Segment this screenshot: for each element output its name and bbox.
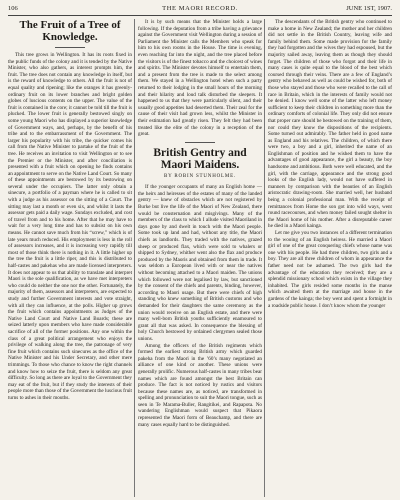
article-paragraph: If the younger occupants of many an English home — the heirs and heiresses of the estates of many of the landed gentry — knew of obstacles which are not registered by Burke but live the life of the Maori of New Zealand, there would be consternation and misgivings. Many of the members of the class to which I allude visited Maoriland in days gone by and dwelt in touch with the Maori people. Some took up land and had, without any title, the Maori chiefs as landlords. They traded with the natives, grazed sheep or produced flax, which were sold to whalers or shipped to Sydney, whither went also the flax and produce produced by the Maoris and obtained from them in trade. It was seldom a European lived with or near the natives without becoming attached to a Maori maiden. The unions which followed were not legalised by law, but sanctioned by the consent of the chiefs and parents, binding, however, according to Maori usage. But there were chiefs of high standing who knew something of British customs and who demanded for their daughters the same ceremony as the union would receive on an English estate, and there were many well-born British youths sufficiently enamoured to grant all that was asked. In consequence the blessing of holy Church bestowed by ordained clergymen sealed those unions. — [138, 184, 262, 342]
article-paragraph: This tree grows in Wellington. It has its roots fixed in the public funds of the colony and it is tended by the Native Minister, who also gathers, as interest prompts him, the fruit. The tree does not contain any knowledge in itself, but is the reward of knowledge to others. All the fruit is not of equal quality and ripening; like the oranges it has greenly-ordinary fruit on its lower branches and bright golden globes of luscious contents on the upper. The value of the fruit is contained in the core; it cannot be told till the fruit is plucked. The lower fruit is generally bestowed singly on some young Maori who has displayed a superior knowledge of Government ways, and, perhaps, by the benefit of his tribe and to the embarrassment of the Government. The larger his popularity with his tribe, the quicker comes his call from the Native Minister to partake of the fruit of the tree. He receives an invitation to visit Wellington or to see the Premier or the Minister, and after conciliation is presented with a fruit which on opening he finds contains an appointment to serve on the Native Land Court. So many of these appointments are bestowed by its bestowing on several under the occupiers. The latter only obtain a sinecure, a portfolio of a payman where he is called to sit with a judge as his assessor on the sitting of a Court. The sitting may last a month or even six, and whilst it lasts the assessor gets paid a daily wage. Sundays excluded, and cost of travel from and to his home. After that he may have to wait for a very long time and has to subsist on his own means. He cannot save much from his “screw,” which is of late years much reduced. His employment is less in the roll of assessors increases, and it is increasing very rapidly till most of those think there is nothing in it. A little higher up the tree the fruit is a little riper, and this is distributed to half-castes and pakehas who are made licensed interpreters. It does not appear to us that ability to translate and interpret Maori is the sole qualification, as we have met interpreters who could do neither the one nor the other. Fortunately, the majority of them, assessors and interpreters, are expected to study and further Government interests and vote straight, with all they can influence, at the polls. Higher up grows the fruit which contains appointments as Judges of the Native Land Court and Native Land Boards; these are seized latterly upon members who have made considerable sacrifice of all of the former positions. Any one within the class of a great political arrangement who enjoys the privilege of walking along the tree, the patronage of very fine fruit which contains such sinecures as the office of the Native Minister and his Under Secretary, and other mere trimmings. To those who chance to know the right channels and know how to seize the fruit, there is seldom any great difficulty. So long as there are loyal to the Government they may eat of the fruit, but if they study the interests of their people more than those of the Government the luscious fruit turns to ashes in their mouths. — [8, 52, 132, 401]
issue-date: JUNE 1ST, 1907. — [346, 5, 392, 12]
title-divider — [55, 47, 85, 48]
journal-title: THE MAORI RECORD. — [162, 5, 238, 12]
article-title: The Fruit of a Tree of Knowledge. — [19, 19, 121, 43]
page-number: 106 — [8, 5, 18, 12]
column-2 — [138, 19, 262, 497]
column-1 — [8, 19, 132, 497]
column-rule — [134, 19, 135, 497]
article-paragraph: The descendants of the British gentry who continued to make a home in New Zealand; the mother and her children did not settle in the British Country, leaving wife and family behind them. Some made provision for the family they had forgotten and the wives they had espoused, but the majority sailed away, leaving them as though they should forget. The children of those who forgot and their life in many cases is quite equal to the blood of the best which coursed through their veins. There are a few of England’s gentry who behaved as well as could be wished for, both of those who stayed and those who were recalled to the call of race in Britain, which in the interests of family would not be denied. I know well some of the latter who left money sufficient to keep their children in something more than the ordinary comforts of colonial life. They only did not ensure that proper care should be bestowed on the training of them, nor could they know the dispositions of the recipients. Some turned out admirably. The father held in good name as England and his relatives. The children, of which there were two, a boy and a girl, inherited the name of an Englishman of position and he wished them to have the advantages of good appearance, the girl a beauty, the boy handsome and ambitious. Both were well educated, and the girl, with the carriage, appearance and the strong good looks of the English lady, would not have suffered in manners by comparison with the beauties of an English aristocratic drawing-room. She married well, her husband being a colonial professional man. With the receipt of remittances from Home the son got into wild ways, went round racecourses, and when money failed sought shelter in the Maori home of his mother. After a disreputable career he died in a Maori kainga. — [268, 19, 392, 230]
article-byline: BY ROBIN STUNHOLME. — [163, 173, 237, 179]
article-paragraph: It is by such means that the Minister holds a large following. If the deputation from a tribe having a grievance against the Government visit Wellington during a session of Parliament the Minister calls the Members who speak for him to his own rooms in the House. The time is evening, even reaching far into the night, and the tree placed before the visitors is of the finest tobacco and the choicest of wines and spirits. The Minister devotes himself to entertain them, and a present from the tree is made to the select among them. We stayed in a Wellington hotel when such a party returned to their lodging in the small hours of the morning and their hilarity and loud talk disturbed the sleepers. It happened to us that they were particularly silent, and their usually good appetites had deserted them. Their zeal for the cause of their visit had grown less, whilst the Minister in their estimation had greatly risen. They felt they had been treated like the elite of the colony in a reception of the great. — [138, 19, 262, 138]
article-divider — [185, 142, 215, 143]
article-paragraph: Let me give you two instances of a different termination to the wooing of an English heiress. He married a Maori girl of one of the great conquering chiefs whose name was one with his people. He had three children, two girls and a boy. They are all three children of whom in appearance the father need not be ashamed. The two girls had the advantage of the education they received; they are a splendid missionary school which exists in the village they inhabited. The girls resided some months in the manse which awaited them at the marriage and house in the gardens of the kainga; the boy went and spent a fortnight in a roadside public house. I don’t know whom the younger — [268, 230, 392, 309]
page-header — [8, 3, 392, 16]
article-title: British Gentry and Maori Maidens. — [153, 146, 247, 171]
column-rule — [264, 19, 265, 497]
column-3 — [268, 19, 392, 497]
article-paragraph: Among the officers of the British regiments which formed the earliest strong British army which guarded pakeha from the Maori in the ’60’s many negotiated an alliance of one kind or another. These unions were generally prolific. Numerous half-castes in many tribes bear names which are found amongst the best Britain can produce. The fact is not noticed by rustics and visitors because these names are, as noticed, are transformed in spelling and pronunciation to suit the Maori tongue, such as seen in Te Marama-Buller, Rangitikei, and Rapapota. No wandering Englishman would suspect that Pikaora represented the Maori form of Beauchamp, and there are many cases equally hard to be distinguished. — [138, 342, 262, 428]
